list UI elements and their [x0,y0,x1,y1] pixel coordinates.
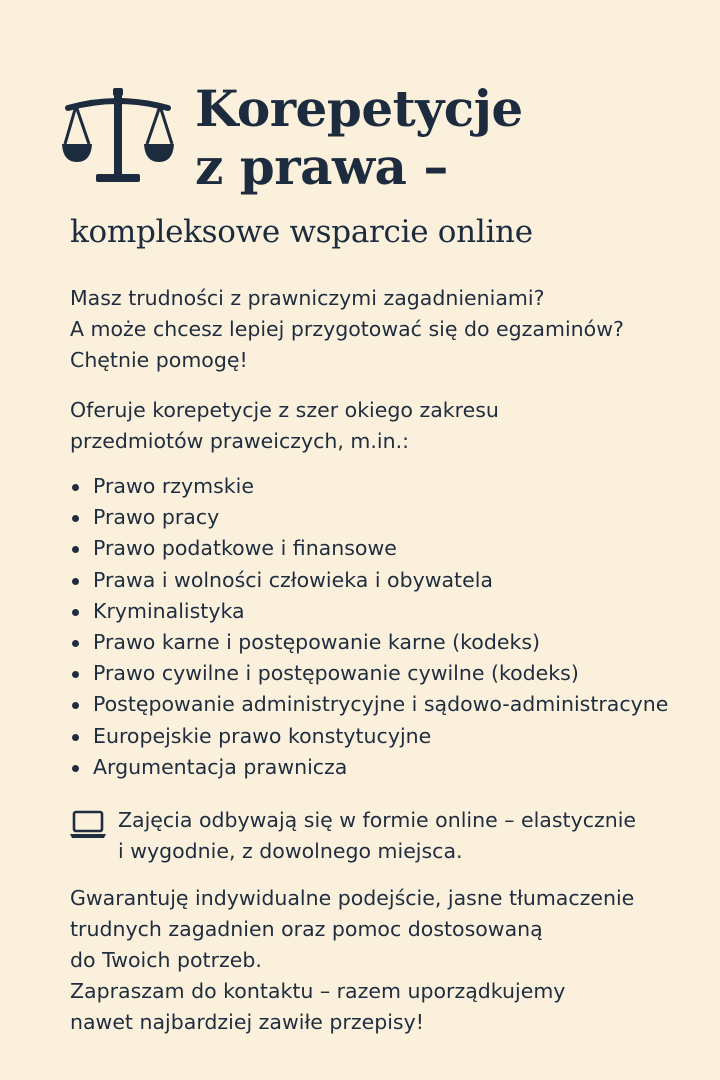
list-item: Argumentacja prawnicza [70,752,710,783]
closing-line-4: Zapraszam do kontaktu – razem uporządkujemy [70,979,566,1003]
intro-line-3: Chętnie pomogę! [70,348,248,372]
list-item: Europejskie prawo konstytucyjne [70,721,710,752]
list-item: Prawo cywilne i postępowanie cywilne (kodeks) [70,658,710,689]
closing-line-2: trudnych zagadnien oraz pomoc dostosowaną [70,917,543,941]
intro-paragraph [70,283,700,376]
intro-line-2: A może chcesz lepiej przygotować się do egzaminów? [70,317,624,341]
list-item: Postępowanie administrycyjne i sądowo-administracyne [70,689,710,720]
list-item: Prawo rzymskie [70,471,710,502]
offer-line-1: Oferuje korepetycje z szer okiego zakresu [70,398,499,422]
list-item: Prawo podatkowe i finansowe [70,533,710,564]
title-line-2: z prawa – [195,137,448,196]
closing-line-5: nawet najbardziej zawiłe przepisy! [70,1010,424,1034]
closing-line-1: Gwarantuję indywidualne podejście, jasne tłumaczenie [70,886,635,910]
offer-paragraph [70,395,700,457]
header [62,80,702,200]
intro-line-1: Masz trudności z prawniczymi zagadnieniami? [70,286,545,310]
subjects-list [70,471,710,783]
closing-paragraph [70,883,700,1038]
laptop-icon [70,810,106,840]
closing-line-3: do Twoich potrzeb. [70,948,262,972]
online-line-2: i wygodnie, z dowolnego miejsca. [118,839,463,863]
page-title [195,80,523,196]
page-subtitle: kompleksowe wsparcie online [70,214,533,250]
scale-of-justice-icon [62,86,174,192]
list-item: Prawa i wolności człowieka i obywatela [70,565,710,596]
online-text [118,805,636,867]
list-item: Prawo karne i postępowanie karne (kodeks) [70,627,710,658]
title-line-1: Korepetycje [195,79,523,138]
list-item: Prawo pracy [70,502,710,533]
offer-line-2: przedmiotów praweiczych, m.in.: [70,429,410,453]
online-info [70,805,710,869]
list-item: Kryminalistyka [70,596,710,627]
online-line-1: Zajęcia odbywają się w formie online – elastycznie [118,808,637,832]
